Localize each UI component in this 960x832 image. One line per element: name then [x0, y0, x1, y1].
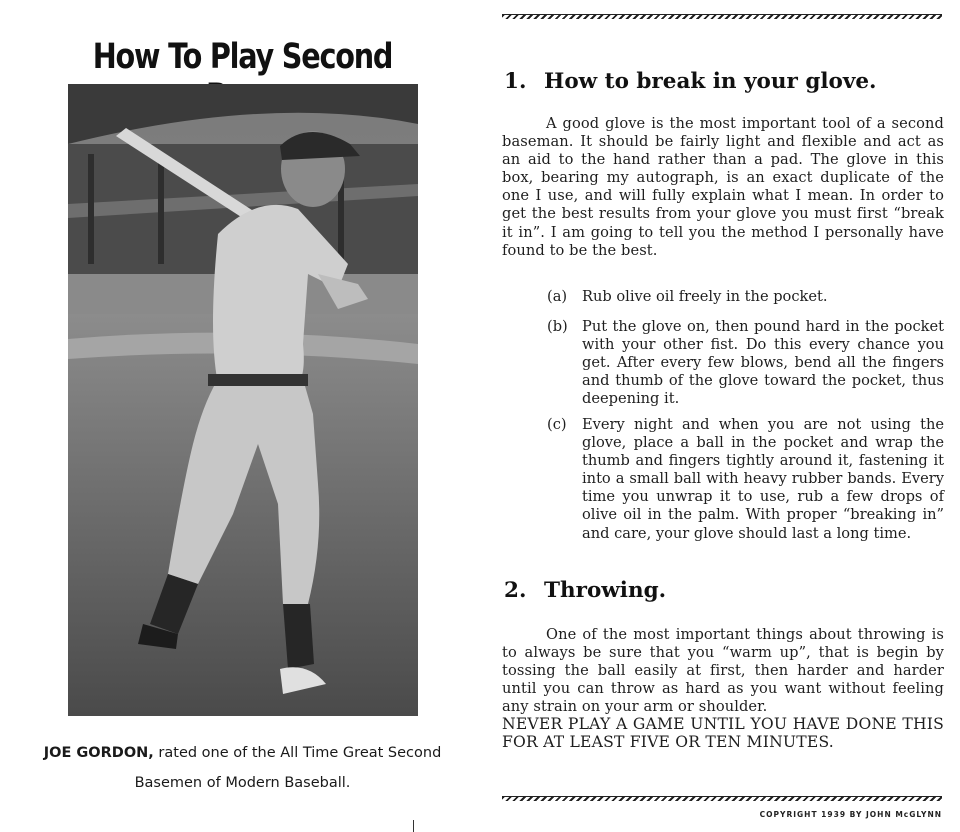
- copyright-notice: COPYRIGHT 1939 BY JOHN McGLYNN: [759, 810, 942, 819]
- caption-player-name: JOE GORDON,: [43, 745, 154, 761]
- list-item-marker: (b): [547, 318, 568, 335]
- top-rule: [502, 14, 942, 19]
- page-title: How To Play Second: [92, 37, 393, 78]
- section-1-number: 1.: [504, 69, 527, 94]
- section-1-heading: [504, 69, 877, 94]
- section-2-number: 2.: [504, 578, 527, 603]
- list-item-marker: (a): [547, 288, 568, 305]
- section-2-heading: [504, 578, 666, 603]
- caption-line-1: [20, 738, 465, 768]
- section-1-title: How to break in your glove.: [544, 69, 877, 94]
- photo-caption: [20, 738, 465, 798]
- caption-text-1: rated one of the All Time Great Second: [153, 745, 442, 761]
- player-photo: [68, 84, 418, 716]
- list-item-text: Every night and when you are not using the glove, place a ball in the pocket and wrap the thumb and fingers tightly around it, fastening it into a small ball with heavy rubber bands. Every time you unwrap it to use, rub a few drops of olive oil in the palm. With proper “breaking in” and care, your glove should last a long time.: [582, 416, 944, 542]
- section-2-title: Throwing.: [544, 578, 667, 603]
- fold-mark: [413, 820, 414, 832]
- list-item-text: Put the glove on, then pound hard in the pocket with your other fist. Do this every chance you get. After every few blows, bend all the fingers and thumb of the glove toward the pocket, thus deepening it.: [582, 318, 944, 408]
- section-2-paragraph: One of the most important things about throwing is to always be sure that you “warm up”, that is begin by tossing the ball easily at first, then harder and harder until you can throw as hard as you want without feeling any strain on your arm or shoulder.: [502, 626, 944, 716]
- player-photo-image: [68, 84, 418, 716]
- caption-line-2: Basemen of Modern Baseball.: [134, 775, 351, 791]
- right-page: [486, 0, 960, 832]
- section-2-warning: NEVER PLAY A GAME UNTIL YOU HAVE DONE THIS FOR AT LEAST FIVE OR TEN MINUTES.: [502, 715, 944, 751]
- bottom-rule: [502, 796, 942, 801]
- list-item-marker: (c): [547, 416, 567, 433]
- section-1-paragraph: A good glove is the most important tool of a second baseman. It should be fairly light and flexible and act as an aid to the hand rather than a pad. The glove in this box, bearing my autograph, is an exact duplicate of the one I use, and will fully explain what I mean. In order to get the best results from your glove you must first “break it in”. I am going to tell you the method I personally have found to be the best.: [502, 115, 944, 259]
- list-item-text: Rub olive oil freely in the pocket.: [582, 288, 828, 305]
